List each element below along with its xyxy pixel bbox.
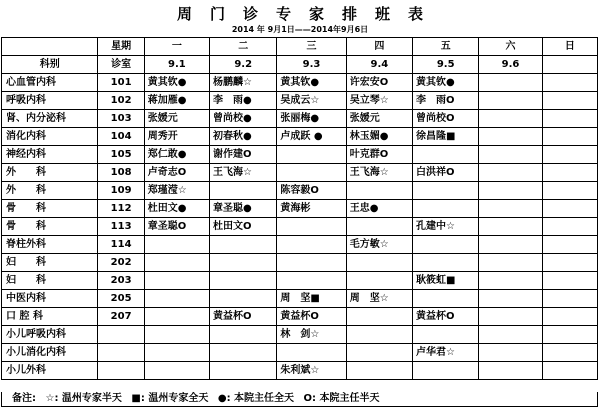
doctor-cell	[479, 164, 542, 182]
doctor-cell: 杜田文●	[144, 200, 209, 218]
doctor-cell	[413, 362, 479, 380]
dept-label: 科别	[2, 56, 98, 74]
doctor-cell: 初春秋●	[210, 128, 277, 146]
room-number: 113	[98, 218, 144, 236]
doctor-cell	[479, 290, 542, 308]
doctor-cell: 毛方敏☆	[346, 236, 412, 254]
legend-label: 备注:	[12, 393, 36, 404]
table-row	[2, 92, 598, 110]
room-number: 103	[98, 110, 144, 128]
doctor-cell: 李 雨●	[210, 92, 277, 110]
doctor-cell	[144, 362, 209, 380]
table-row	[2, 362, 598, 380]
dept-name: 中医内科	[2, 290, 98, 308]
legend-item: O: 本院主任半天	[303, 393, 380, 404]
header-row-date	[2, 56, 598, 74]
doctor-cell	[479, 182, 542, 200]
dept-name: 小儿呼吸内科	[2, 326, 98, 344]
doctor-cell	[277, 254, 346, 272]
dept-name: 妇 科	[2, 254, 98, 272]
doctor-cell	[542, 272, 597, 290]
date-header: 9.6	[479, 56, 542, 74]
legend-item: ●: 本院主任全天	[217, 393, 295, 404]
date-range: 2014 年 9月1日——2014年9月6日	[231, 25, 369, 34]
doctor-cell: 耿筱虹■	[413, 272, 479, 290]
legend-item: ■: 温州专家全天	[131, 393, 209, 404]
doctor-cell	[542, 308, 597, 326]
doctor-cell	[479, 272, 542, 290]
doctor-cell	[542, 218, 597, 236]
day-header: 五	[413, 38, 479, 56]
table-row	[2, 128, 598, 146]
doctor-cell	[542, 326, 597, 344]
doctor-cell: 杜田文O	[210, 218, 277, 236]
doctor-cell	[210, 236, 277, 254]
header-row-weekday	[2, 38, 598, 56]
day-header: 三	[277, 38, 346, 56]
date-header: 9.3	[277, 56, 346, 74]
table-row	[2, 146, 598, 164]
doctor-cell	[479, 362, 542, 380]
doctor-cell: 卢华君☆	[413, 344, 479, 362]
doctor-cell	[479, 344, 542, 362]
doctor-cell	[479, 200, 542, 218]
dept-name: 外 科	[2, 182, 98, 200]
doctor-cell	[210, 254, 277, 272]
table-row	[2, 236, 598, 254]
dept-name: 小儿消化内科	[2, 344, 98, 362]
doctor-cell: 郑瑾滢☆	[144, 182, 209, 200]
doctor-cell	[210, 362, 277, 380]
doctor-cell	[210, 182, 277, 200]
room-number: 105	[98, 146, 144, 164]
room-number: 205	[98, 290, 144, 308]
doctor-cell: 曾尚校O	[413, 110, 479, 128]
dept-name: 骨 科	[2, 200, 98, 218]
table-row	[2, 182, 598, 200]
doctor-cell	[144, 272, 209, 290]
day-header: 日	[542, 38, 597, 56]
doctor-cell	[210, 344, 277, 362]
doctor-cell	[277, 146, 346, 164]
doctor-cell	[479, 128, 542, 146]
room-number: 108	[98, 164, 144, 182]
doctor-cell	[144, 326, 209, 344]
dept-name: 口 腔 科	[2, 308, 98, 326]
doctor-cell: 卢奇志O	[144, 164, 209, 182]
dept-name: 肾、内分泌科	[2, 110, 98, 128]
dept-name: 呼吸内科	[2, 92, 98, 110]
week-label: 星期	[98, 38, 144, 56]
date-header: 9.1	[144, 56, 209, 74]
doctor-cell: 王飞海☆	[210, 164, 277, 182]
doctor-cell	[346, 272, 412, 290]
doctor-cell	[479, 308, 542, 326]
doctor-cell	[542, 74, 597, 92]
legend	[1, 392, 598, 407]
doctor-cell	[413, 146, 479, 164]
table-row	[2, 254, 598, 272]
doctor-cell	[542, 146, 597, 164]
doctor-cell	[144, 290, 209, 308]
schedule-body	[2, 38, 598, 380]
date-header: 9.5	[413, 56, 479, 74]
doctor-cell	[144, 254, 209, 272]
table-row	[2, 272, 598, 290]
doctor-cell: 林 剑☆	[277, 326, 346, 344]
doctor-cell: 周秀开	[144, 128, 209, 146]
doctor-cell	[542, 164, 597, 182]
day-header: 四	[346, 38, 412, 56]
room-number: 114	[98, 236, 144, 254]
doctor-cell: 黄其钦●	[277, 74, 346, 92]
doctor-cell: 张媛元	[144, 110, 209, 128]
table-row	[2, 200, 598, 218]
doctor-cell	[479, 236, 542, 254]
doctor-cell	[277, 218, 346, 236]
doctor-cell: 章圣聪●	[210, 200, 277, 218]
doctor-cell: 章圣聪O	[144, 218, 209, 236]
doctor-cell: 黄益杯O	[210, 308, 277, 326]
doctor-cell	[542, 236, 597, 254]
dept-name: 骨 科	[2, 218, 98, 236]
doctor-cell: 林玉媚●	[346, 128, 412, 146]
doctor-cell	[346, 326, 412, 344]
doctor-cell: 蒋加雁●	[144, 92, 209, 110]
header-corner	[2, 38, 98, 56]
doctor-cell	[479, 146, 542, 164]
doctor-cell: 卢成跃 ●	[277, 128, 346, 146]
room-number: 202	[98, 254, 144, 272]
doctor-cell	[542, 128, 597, 146]
doctor-cell	[346, 218, 412, 236]
doctor-cell	[542, 110, 597, 128]
doctor-cell	[346, 308, 412, 326]
doctor-cell	[479, 326, 542, 344]
room-number: 207	[98, 308, 144, 326]
doctor-cell: 张媛元	[346, 110, 412, 128]
doctor-cell	[479, 92, 542, 110]
doctor-cell: 朱利斌☆	[277, 362, 346, 380]
doctor-cell: 杨鹏麟☆	[210, 74, 277, 92]
doctor-cell: 王忠●	[346, 200, 412, 218]
doctor-cell	[413, 200, 479, 218]
page-title: 周门诊专家排班表	[176, 5, 441, 23]
table-row	[2, 344, 598, 362]
doctor-cell	[479, 74, 542, 92]
doctor-cell: 周 坚■	[277, 290, 346, 308]
doctor-cell: 黄益杯O	[277, 308, 346, 326]
doctor-cell: 王飞海☆	[346, 164, 412, 182]
table-row	[2, 110, 598, 128]
room-number: 203	[98, 272, 144, 290]
schedule-table	[1, 37, 598, 380]
doctor-cell: 曾尚校●	[210, 110, 277, 128]
legend-item: ☆: 温州专家半天	[45, 393, 122, 404]
doctor-cell	[210, 326, 277, 344]
doctor-cell: 黄海彬	[277, 200, 346, 218]
doctor-cell	[144, 236, 209, 254]
doctor-cell: 张丽梅●	[277, 110, 346, 128]
table-row	[2, 308, 598, 326]
doctor-cell	[413, 236, 479, 254]
doctor-cell	[277, 236, 346, 254]
day-header: 六	[479, 38, 542, 56]
doctor-cell: 徐昌隆■	[413, 128, 479, 146]
doctor-cell	[479, 110, 542, 128]
doctor-cell: 周 坚☆	[346, 290, 412, 308]
doctor-cell	[413, 182, 479, 200]
doctor-cell: 黄其钦●	[413, 74, 479, 92]
table-row	[2, 290, 598, 308]
dept-name: 外 科	[2, 164, 98, 182]
doctor-cell: 白洪祥O	[413, 164, 479, 182]
day-header: 一	[144, 38, 209, 56]
doctor-cell	[413, 326, 479, 344]
doctor-cell: 郑仁敢●	[144, 146, 209, 164]
doctor-cell	[277, 272, 346, 290]
doctor-cell	[542, 254, 597, 272]
doctor-cell: 吴立琴☆	[346, 92, 412, 110]
doctor-cell	[479, 254, 542, 272]
room-number: 101	[98, 74, 144, 92]
doctor-cell: 黄其钦●	[144, 74, 209, 92]
doctor-cell	[542, 290, 597, 308]
room-number	[98, 326, 144, 344]
date-header: 9.4	[346, 56, 412, 74]
doctor-cell	[277, 164, 346, 182]
doctor-cell	[413, 254, 479, 272]
doctor-cell	[542, 362, 597, 380]
doctor-cell	[346, 254, 412, 272]
date-header	[542, 56, 597, 74]
doctor-cell	[346, 344, 412, 362]
doctor-cell	[210, 272, 277, 290]
table-row	[2, 164, 598, 182]
dept-name: 心血管内科	[2, 74, 98, 92]
doctor-cell: 叶克群O	[346, 146, 412, 164]
doctor-cell: 谢作建O	[210, 146, 277, 164]
doctor-cell	[144, 344, 209, 362]
table-row	[2, 74, 598, 92]
doctor-cell	[542, 92, 597, 110]
dept-name: 妇 科	[2, 272, 98, 290]
dept-name: 神经内科	[2, 146, 98, 164]
doctor-cell	[210, 290, 277, 308]
doctor-cell	[144, 308, 209, 326]
table-row	[2, 218, 598, 236]
table-row	[2, 326, 598, 344]
doctor-cell: 孔建中☆	[413, 218, 479, 236]
dept-name: 小儿外科	[2, 362, 98, 380]
doctor-cell: 陈容毅O	[277, 182, 346, 200]
room-number	[98, 344, 144, 362]
doctor-cell	[542, 344, 597, 362]
room-number: 109	[98, 182, 144, 200]
room-number: 104	[98, 128, 144, 146]
date-header: 9.2	[210, 56, 277, 74]
doctor-cell	[346, 362, 412, 380]
room-number: 102	[98, 92, 144, 110]
doctor-cell	[542, 200, 597, 218]
room-number	[98, 362, 144, 380]
doctor-cell: 黄益杯O	[413, 308, 479, 326]
doctor-cell: 李 雨O	[413, 92, 479, 110]
doctor-cell	[413, 290, 479, 308]
day-header: 二	[210, 38, 277, 56]
doctor-cell	[277, 344, 346, 362]
doctor-cell	[479, 218, 542, 236]
room-label: 诊室	[98, 56, 144, 74]
doctor-cell	[346, 182, 412, 200]
dept-name: 消化内科	[2, 128, 98, 146]
doctor-cell: 许宏安O	[346, 74, 412, 92]
dept-name: 脊柱外科	[2, 236, 98, 254]
doctor-cell: 吴成云☆	[277, 92, 346, 110]
room-number: 112	[98, 200, 144, 218]
doctor-cell	[542, 182, 597, 200]
